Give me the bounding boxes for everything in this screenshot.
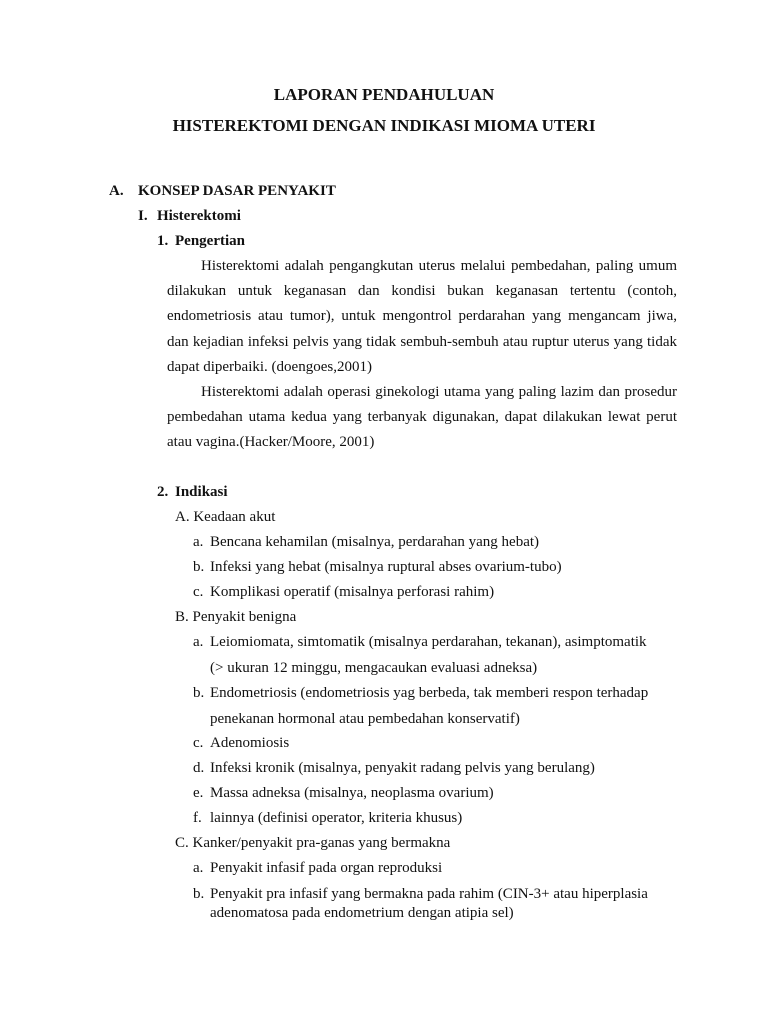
list-item: Komplikasi operatif (misalnya perforasi rahim): [210, 584, 495, 600]
indication-group-a-label: A. Keadaan akut: [175, 509, 276, 525]
definition-paragraph-1: [167, 254, 677, 380]
list-item: Massa adneksa (misalnya, neoplasma ovarium): [210, 785, 494, 801]
list-item-marker: b.: [193, 886, 205, 902]
list-item-marker: b.: [193, 685, 205, 701]
list-item: Penyakit pra infasif yang bermakna pada rahim (CIN-3+ atau hiperplasia: [210, 886, 648, 902]
indication-group-c-label: C. Kanker/penyakit pra-ganas yang bermakna: [175, 835, 451, 851]
list-item: Infeksi yang hebat (misalnya ruptural abses ovarium-tubo): [210, 559, 562, 575]
subsection-2-marker: 2.: [157, 484, 169, 500]
list-item: lainnya (definisi operator, kriteria khusus): [210, 810, 463, 826]
list-item: Leiomiomata, simtomatik (misalnya perdarahan, tekanan), asimptomatik: [210, 634, 647, 650]
document-title: LAPORAN PENDAHULUAN: [273, 85, 495, 104]
section-i-marker: I.: [138, 208, 148, 224]
indication-group-b-label: B. Penyakit benigna: [175, 609, 297, 625]
list-item: Bencana kehamilan (misalnya, perdarahan yang hebat): [210, 534, 540, 550]
list-item: Adenomiosis: [210, 735, 290, 751]
subsection-1-marker: 1.: [157, 233, 169, 249]
subsection-1-heading: Pengertian: [175, 233, 245, 249]
list-item-marker: a.: [193, 860, 204, 876]
document-subtitle: HISTEREKTOMI DENGAN INDIKASI MIOMA UTERI: [172, 116, 596, 135]
definition-paragraph-2-text: Histerektomi adalah operasi ginekologi utama yang paling lazim dan prosedur pembedahan utama kedua yang terbanyak digunakan, dapat dilakukan lewat perut atau vagina.(Hacker/Moore, 2001): [167, 384, 677, 451]
section-a-heading: KONSEP DASAR PENYAKIT: [138, 183, 336, 199]
section-i-heading: Histerektomi: [157, 208, 241, 224]
section-a-marker: A.: [109, 183, 124, 199]
definition-paragraph-2: [167, 380, 677, 456]
subsection-2-heading: Indikasi: [175, 484, 228, 500]
list-item-continuation: adenomatosa pada endometrium dengan atipia sel): [210, 905, 514, 921]
list-item-continuation: penekanan hormonal atau pembedahan konservatif): [210, 711, 520, 727]
list-item-marker: e.: [193, 785, 204, 801]
list-item-marker: a.: [193, 534, 204, 550]
list-item: Endometriosis (endometriosis yag berbeda, tak memberi respon terhadap: [210, 685, 649, 701]
list-item-marker: c.: [193, 735, 204, 751]
list-item: Penyakit infasif pada organ reproduksi: [210, 860, 443, 876]
list-item-marker: d.: [193, 760, 205, 776]
list-item: Infeksi kronik (misalnya, penyakit radang pelvis yang berulang): [210, 760, 595, 776]
list-item-continuation: (> ukuran 12 minggu, mengacaukan evaluasi adneksa): [210, 660, 538, 676]
list-item-marker: f.: [193, 810, 202, 826]
list-item-marker: b.: [193, 559, 205, 575]
definition-paragraph-1-text: Histerektomi adalah pengangkutan uterus melalui pembedahan, paling umum dilakukan untuk keganasan dan kondisi bukan keganasan tertentu (contoh, endometriosis atau tumor), untuk mengontrol perdarahan yang mengancam jiwa, dan kejadian infeksi pelvis yang tidak sembuh-sembuh atau ruptur uterus yang tidak dapat diperbaiki. (doengoes,2001): [167, 258, 677, 375]
list-item-marker: c.: [193, 584, 204, 600]
list-item-marker: a.: [193, 634, 204, 650]
